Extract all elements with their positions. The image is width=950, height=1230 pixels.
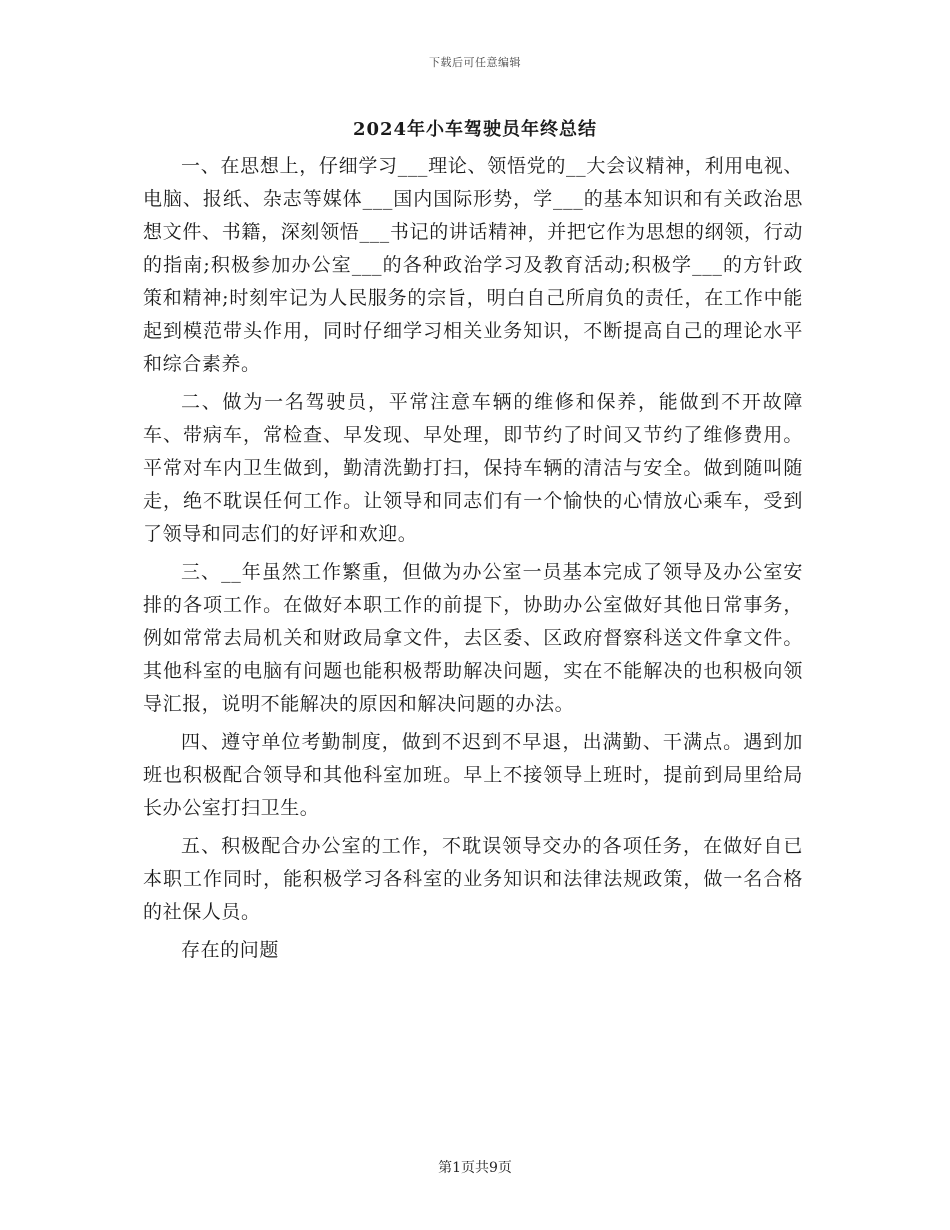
section-heading-issues: 存在的问题 <box>181 939 280 961</box>
header-note: 下载后可任意编辑 <box>429 56 521 69</box>
paragraph-1: 一、在思想上，仔细学习___理论、领悟党的__大会议精神，利用电视、电脑、报纸、杂志等媒体___国内国际形势，学___的基本知识和有关政治思想文件、书籍，深刻领悟___书记的讲话精神，并把它作为思想的纲领，行动的指南;积极参加办公室___的各种政治学习及教育活动;积极学___的方针政策和精神;时刻牢记为人民服务的宗旨，明白自己所肩负的责任，在工作中能起到模范带头作用，同时仔细学习相关业务知识，不断提高自己的理论水平和综合素养。 <box>143 155 803 375</box>
paragraph-5: 五、积极配合办公室的工作，不耽误领导交办的各项任务，在做好自已本职工作同时，能积极学习各科室的业务知识和法律法规政策，做一名合格的社保人员。 <box>143 835 803 923</box>
document-title: 2024年小车驾驶员年终总结 <box>352 119 598 140</box>
document-body <box>143 150 803 967</box>
paragraph-4: 四、遵守单位考勤制度，做到不迟到不早退，出满勤、干满点。遇到加班也积极配合领导和其他科室加班。早上不接领导上班时，提前到局里给局长办公室打扫卫生。 <box>143 731 803 819</box>
page-number: 第1页共9页 <box>438 1160 512 1176</box>
paragraph-3: 三、__年虽然工作繁重，但做为办公室一员基本完成了领导及办公室安排的各项工作。在做好本职工作的前提下，协助办公室做好其他日常事务，例如常常去局机关和财政局拿文件，去区委、区政府督察科送文件拿文件。其他科室的电脑有问题也能积极帮助解决问题，实在不能解决的也积极向领导汇报，说明不能解决的原因和解决问题的办法。 <box>143 561 803 715</box>
paragraph-2: 二、做为一名驾驶员，平常注意车辆的维修和保养，能做到不开故障车、带病车，常检查、早发现、早处理，即节约了时间又节约了维修费用。平常对车内卫生做到，勤清洗勤打扫，保持车辆的清洁与安全。做到随叫随走，绝不耽误任何工作。让领导和同志们有一个愉快的心情放心乘车，受到了领导和同志们的好评和欢迎。 <box>143 391 803 545</box>
